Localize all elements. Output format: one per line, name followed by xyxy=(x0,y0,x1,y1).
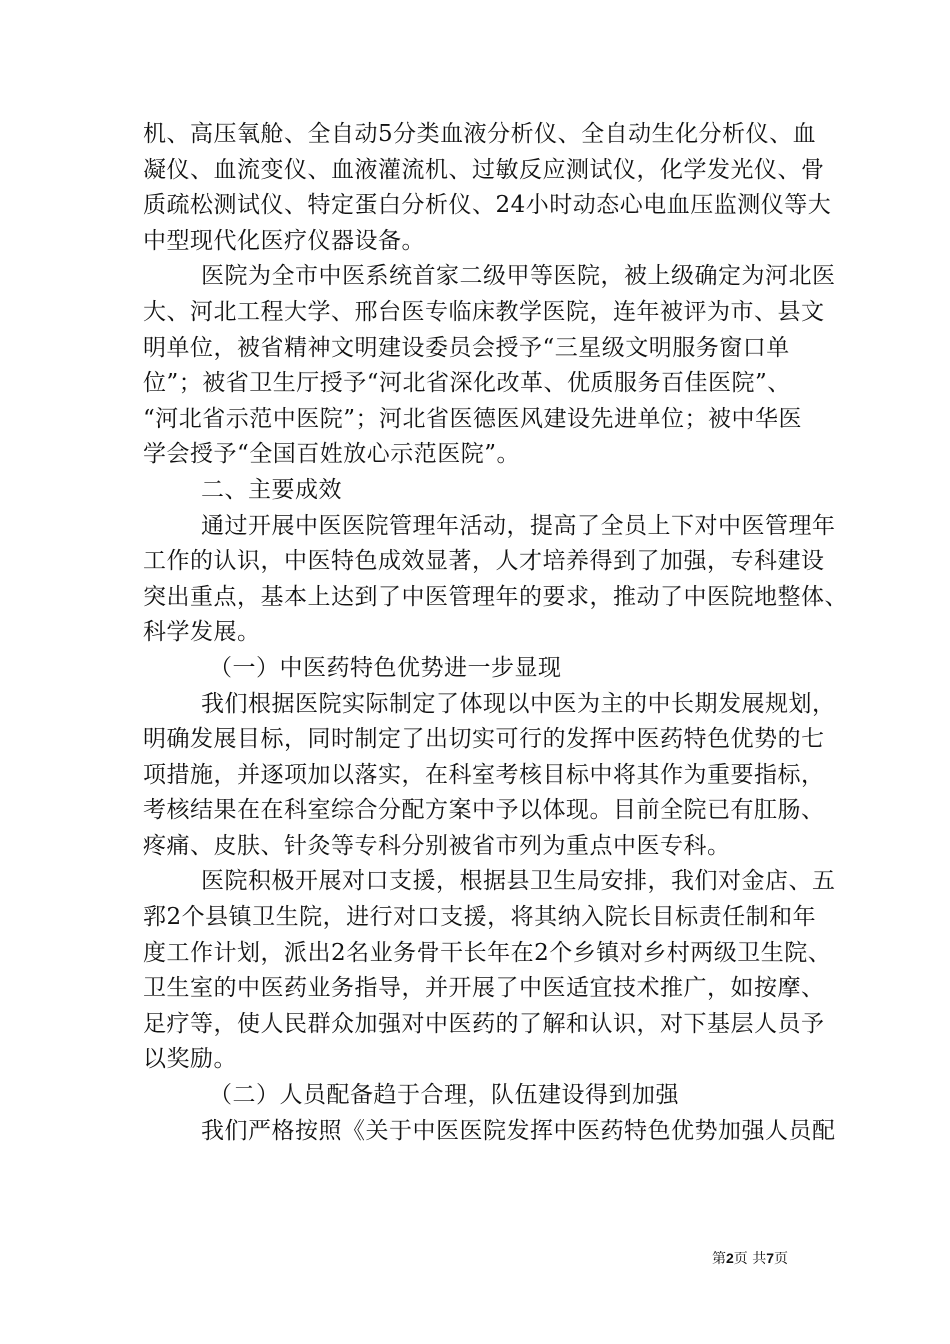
total-page-number: 7 xyxy=(766,1250,775,1266)
paragraph xyxy=(143,687,836,865)
current-page-number: 2 xyxy=(726,1250,734,1266)
text-line: 郛2个县镇卫生院，进行对口支援，将其纳入院长目标责任制和年 xyxy=(143,904,817,931)
text-line: 通过开展中医医院管理年活动，提高了全员上下对中医管理年 xyxy=(201,512,836,539)
text-line: 我们根据医院实际制定了体现以中医为主的中长期发展规划， xyxy=(201,690,836,717)
text-line: 项措施，并逐项加以落实，在科室考核目标中将其作为重要指标， xyxy=(143,761,825,788)
document-body xyxy=(143,117,848,1149)
page-number-footer xyxy=(712,1249,788,1268)
paragraph xyxy=(143,864,836,1078)
text-line: 工作的认识，中医特色成效显著，人才培养得到了加强，专科建设 xyxy=(143,548,825,575)
text-line: 度工作计划，派出2名业务骨干长年在2个乡镇对乡村两级卫生院、 xyxy=(143,939,832,966)
footer-suffix: 页 xyxy=(774,1251,789,1267)
text-line: 疼痛、皮肤、针灸等专科分别被省市列为重点中医专科。 xyxy=(143,832,731,859)
text-line: 位”；被省卫生厅授予“河北省深化改革、优质服务百佳医院”、 xyxy=(143,370,791,397)
text-line: 以奖励。 xyxy=(143,1046,237,1073)
footer-middle: 页 共 xyxy=(733,1251,767,1267)
text-line: 机、高压氧舱、全自动5分类血液分析仪、全自动生化分析仪、血 xyxy=(143,121,817,147)
text-line: 突出重点，基本上达到了中医管理年的要求，推动了中医院地整体、 xyxy=(143,583,848,610)
section-heading: 二、主要成效 xyxy=(201,476,342,503)
footer-prefix: 第 xyxy=(712,1251,726,1267)
text-line: 我们严格按照《关于中医医院发挥中医药特色优势加强人员配 xyxy=(201,1117,836,1144)
text-line: 医院积极开展对口支援，根据县卫生局安排，我们对金店、五 xyxy=(201,868,836,895)
text-line: 医院为全市中医系统首家二级甲等医院，被上级确定为河北医 xyxy=(201,263,836,290)
text-line: 卫生室的中医药业务指导，并开展了中医适宜技术推广，如按摩、 xyxy=(143,975,825,1002)
paragraph xyxy=(143,117,832,259)
paragraph xyxy=(143,1114,836,1150)
text-line: 足疗等，使人民群众加强对中医药的了解和认识，对下基层人员予 xyxy=(143,1010,825,1037)
text-line: “河北省示范中医院”；河北省医德医风建设先进单位；被中华医 xyxy=(143,405,803,432)
text-line: 大、河北工程大学、邢台医专临床教学医院，连年被评为市、县文 xyxy=(143,298,825,325)
text-line: 质疏松测试仪、特定蛋白分析仪、24小时动态心电血压监测仪等大 xyxy=(143,192,832,219)
text-line: 科学发展。 xyxy=(143,619,261,646)
text-line: 学会授予“全国百姓放心示范医院”。 xyxy=(143,441,521,468)
text-line: 明单位，被省精神文明建设委员会授予“三星级文明服务窗口单 xyxy=(143,334,790,361)
paragraph xyxy=(143,509,848,651)
text-line: 中型现代化医疗仪器设备。 xyxy=(143,227,425,254)
text-line: 凝仪、血流变仪、血液灌流机、过敏反应测试仪，化学发光仪、骨 xyxy=(143,156,825,183)
text-line: 考核结果在在科室综合分配方案中予以体现。目前全院已有肛肠、 xyxy=(143,797,825,824)
subsection-heading: （二）人员配备趋于合理，队伍建设得到加强 xyxy=(209,1082,679,1109)
subsection-heading: （一）中医药特色优势进一步显现 xyxy=(209,654,562,681)
text-line: 明确发展目标，同时制定了出切实可行的发挥中医药特色优势的七 xyxy=(143,726,825,753)
paragraph xyxy=(143,259,836,473)
